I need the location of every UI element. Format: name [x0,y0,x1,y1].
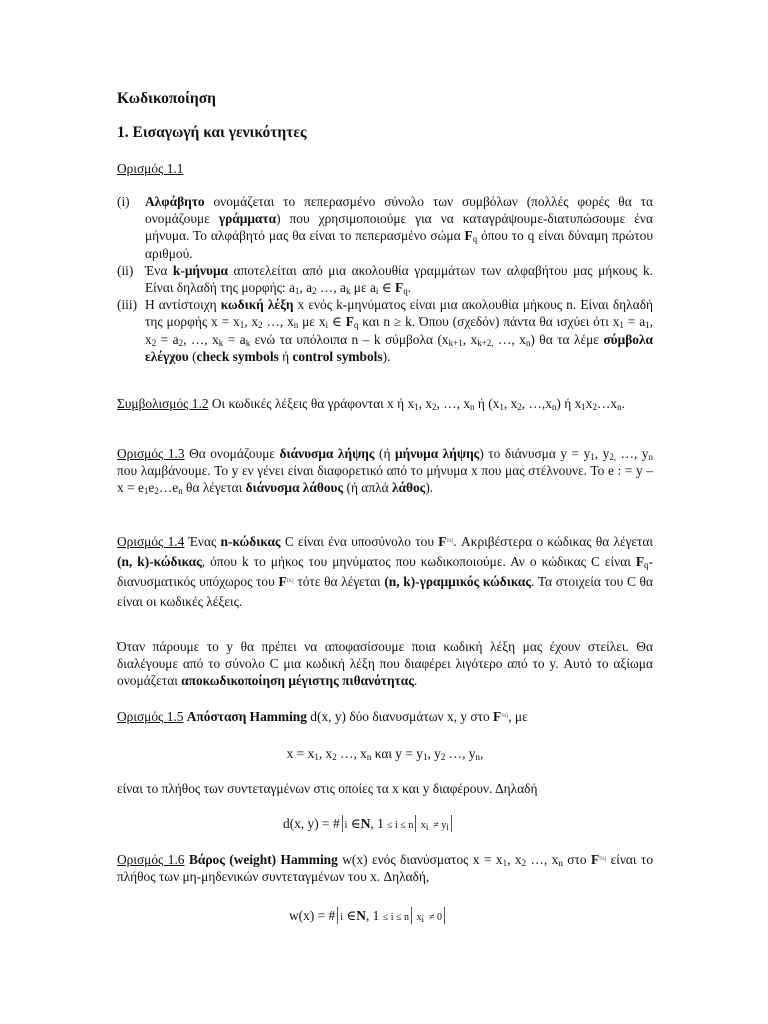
definition-1-3: Ορισμός 1.3 Θα ονομάζουμε διάνυσμα λήψης (ή μήνυμα λήψης) το διάνυσμα $y = y_1$, $y_{2,}$ …, $y_n$ που λαμβάνουμε. Το y εν γένει είναι διαφορετικό από το μήνυμα x που μας στέλνουνε. Το e : = $y - x = e_1e_2\dots e_n$ θα λέγεται διάνυσμα λάθους (ή απλά λάθος). [117,446,653,497]
definition-1-4: Ορισμός 1.4 Ένας n-κώδικας C είναι ένα υποσύνολο του $F^n_q$. Ακριβέστερα ο κώδικας θα λέγεται (n, k)-κώδικας, όπου k το μήκος του μηνύματος που κωδικοποιούμε. Αν ο κώδικας C είναι $F_q$-διανυσματικός υπόχωρος του $F^n_q$ τότε θα λέγεται (n, k)-γραμμικός κώδικας. Τα στοιχεία του C θα είναι οι κωδικές λέξεις. [117,534,653,609]
section-heading: 1. Εισαγωγή και γενικότητες [117,124,307,141]
definition-1-1-list [117,193,653,365]
notation-1-2: Συμβολισμός 1.2 Οι κωδικές λέξεις θα γράφονται x ή $x_1$, $x_2$, …, $x_n$ ή ($x_1$, $x_2$, $\dots,x_n$) ή $x_1x_2\dots x_n$. [117,396,625,412]
definition-1-5-continued: είναι το πλήθος των συντεταγμένων στις οποίες τα x και y διαφέρουν. Δηλαδή [117,781,538,796]
list-item: (iii) Η αντίστοιχη κωδική λέξη x ενός k-μηνύματος είναι μια ακολουθία μήκους n. Είναι δηλαδή της μορφής $x = x_1$, $x_2$ …, $x_n$ με $x_i$ ∈ $F_q$ και n ≥ k. Όπου (σχεδόν) πάντα θα ισχύει ότι $x_1 = a_1$, $x_2 = a_2$, …, $x_k = a_k$ ενώ τα υπόλοιπα n – k σύμβολα ($x_{k+1}$, $x_{k+2,}$ …, $x_n$) θα τα λέμε σύμβολα ελέγχου (check symbols ή control symbols). [117,297,654,364]
hamming-weight-formula: w(x) = # i ∈N, 1 ≤ i ≤ n $x_i \ne 0$ [289,907,649,926]
definition-1-6: Ορισμός 1.6 Βάρος (weight) Hamming w(x) ενός διανύσματος $x = x_1$, $x_2$ …, $x_n$ στο $F^n_q$ είναι το πλήθος των μη-μηδενικών συντεταγμένων του x. Δηλαδή, [117,852,654,885]
list-item: (ii) Ένα k-μήνυμα αποτελείται από μια ακολουθία γραμμάτων των αλφαβήτου μας μήκους k. Είναι δηλαδή της μορφής: $a_1$, $a_2$ …, $a_k$ με $a_i$ ∈ $F_q$. [117,262,653,297]
hamming-distance-formula: d(x, y) = # i ∈N, 1 ≤ i ≤ n $x_i \ne y_i$ [283,815,643,834]
definition-1-5: Ορισμός 1.5 Απόσταση Hamming d(x, y) δύο διανυσμάτων x, y στο $F^n_q$, με [117,709,528,724]
hamming-vectors-equation: $x = x_1$, $x_2$ …, $x_n$ και $y = y_1$, $y_2$ …, $y_n$, [286,746,484,762]
definition-1-1-label: Ορισμός 1.1 [117,161,184,176]
maximum-likelihood-paragraph: Όταν πάρουμε το y θα πρέπει να αποφασίσουμε ποια κωδική λέξη μας έχουν στείλει. Θα διαλέγουμε από το σύνολο C μια κωδική λέξη που διαφέρει λιγότερο από το y. Αυτό το αξίωμα ονομάζεται αποκωδικοποίηση μέγιστης πιθανότητας. [117,639,653,689]
list-item: (i) Αλφάβητο ονομάζεται το πεπερασμένο σύνολο των συμβόλων (πολλές φορές θα τα ονομάζουμε γράμματα) που χρησιμοποιούμε για να καταγράψουμε-διατυπώσουμε ένα μήνυμα. Το αλφάβητό μας θα είναι το πεπερασμένο σώμα $F_q$ όπου το q είναι δύναμη πρώτου αριθμού. [117,194,653,261]
document-title: Κωδικοποίηση [117,90,216,107]
